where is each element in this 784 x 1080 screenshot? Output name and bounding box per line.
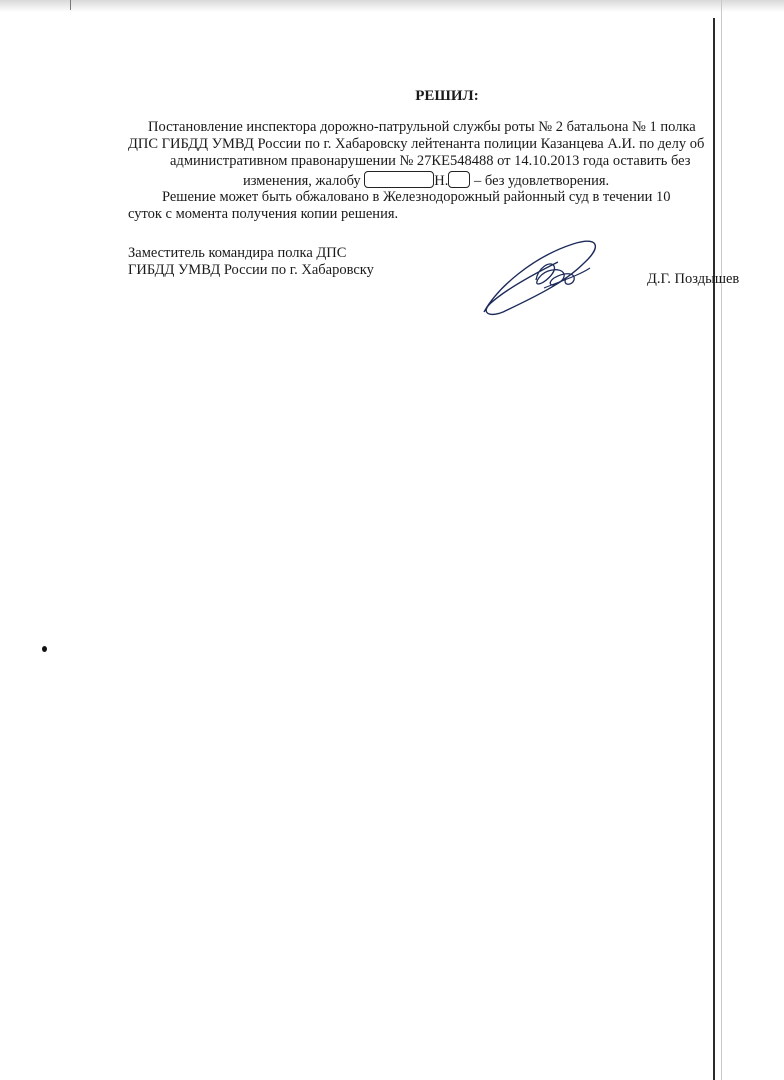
paper-fold-line	[713, 18, 715, 1080]
handwritten-signature	[478, 232, 608, 322]
ink-speck	[42, 646, 47, 652]
position-line2: ГИБДД УМВД России по г. Хабаровску	[128, 262, 374, 278]
paragraph2-line1: Решение может быть обжаловано в Железнодорожный районный суд в течении 10	[162, 189, 671, 205]
paragraph1-line1: Постановление инспектора дорожно-патрульной службы роты № 2 батальона № 1 полка	[148, 119, 696, 135]
redacted-initial-box	[448, 171, 470, 188]
paragraph2-line2: суток с момента получения копии решения.	[128, 206, 399, 222]
complaint-prefix: изменения, жалобу	[243, 173, 361, 189]
redacted-surname-box	[364, 171, 434, 188]
complaint-suffix: – без удовлетворения.	[474, 173, 610, 189]
signatory-name: Д.Г. Поздышев	[647, 271, 740, 287]
scan-edge-mark	[70, 0, 71, 10]
paragraph1-line4	[243, 171, 609, 190]
complaint-initial: Н.	[434, 173, 449, 189]
position-line1: Заместитель командира полка ДПС	[128, 245, 347, 261]
signatory-position	[128, 245, 374, 279]
paragraph1-line2: ДПС ГИБДД УМВД России по г. Хабаровску лейтенанта полиции Казанцева А.И. по делу об	[128, 136, 705, 152]
paragraph1-line3: административном правонарушении № 27КЕ548488 от 14.10.2013 года оставить без	[170, 153, 691, 169]
scan-top-edge-shadow	[0, 0, 784, 12]
paper-edge-line	[721, 0, 722, 1080]
decision-heading: РЕШИЛ:	[415, 88, 479, 104]
